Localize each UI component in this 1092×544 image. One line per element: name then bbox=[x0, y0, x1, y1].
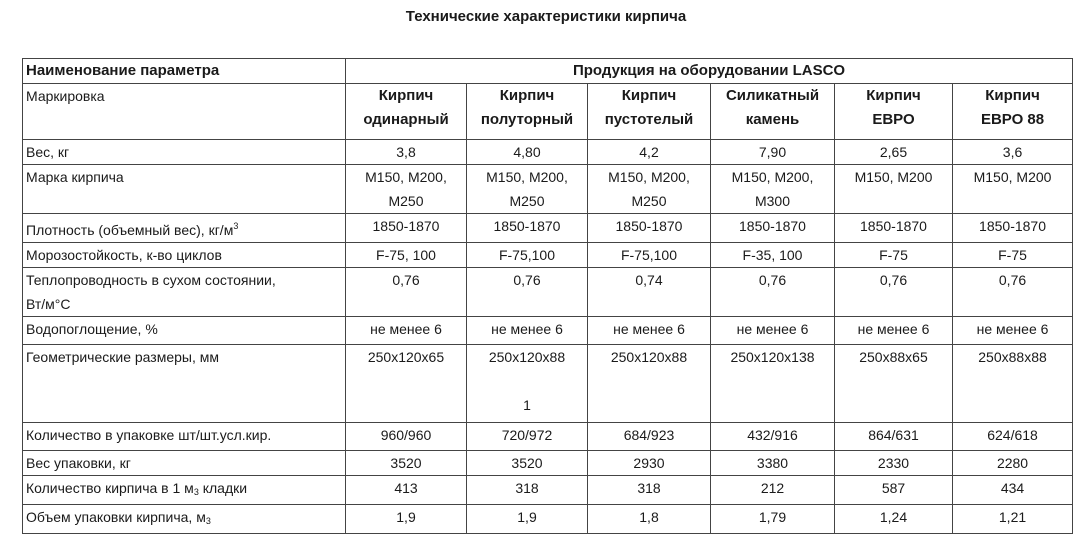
table-cell: 2,65 bbox=[835, 140, 953, 165]
table-cell: 0,74 bbox=[588, 268, 711, 317]
table-cell: 720/972 bbox=[467, 423, 588, 451]
row-label: Теплопроводность в сухом состоянии, Вт/м°С bbox=[23, 268, 346, 317]
specs-table bbox=[22, 58, 1073, 534]
table-cell: не менее 6 bbox=[346, 317, 467, 345]
row-label: Количество в упаковке шт/шт.усл.кир. bbox=[23, 423, 346, 451]
row-label: Геометрические размеры, мм bbox=[23, 345, 346, 423]
table-row bbox=[23, 345, 1073, 423]
table-cell: 960/960 bbox=[346, 423, 467, 451]
table-cell: 2930 bbox=[588, 451, 711, 476]
table-cell: не менее 6 bbox=[588, 317, 711, 345]
table-cell: F-75,100 bbox=[467, 243, 588, 268]
table-cell: 7,90 bbox=[711, 140, 835, 165]
table-cell: 587 bbox=[835, 476, 953, 505]
table-row bbox=[23, 165, 1073, 214]
table-cell: не менее 6 bbox=[835, 317, 953, 345]
table-row bbox=[23, 317, 1073, 345]
table-cell: 434 bbox=[953, 476, 1073, 505]
table-cell: F-75 bbox=[835, 243, 953, 268]
table-cell: 1850-1870 bbox=[467, 214, 588, 243]
table-cell: 0,76 bbox=[346, 268, 467, 317]
table-cell: 1850-1870 bbox=[346, 214, 467, 243]
product-name: Кирпич ЕВРО 88 bbox=[953, 84, 1073, 140]
table-cell: 250x88x65 bbox=[835, 345, 953, 423]
table-cell: F-35, 100 bbox=[711, 243, 835, 268]
table-row bbox=[23, 268, 1073, 317]
table-row bbox=[23, 214, 1073, 243]
marking-row bbox=[23, 84, 1073, 140]
header-row bbox=[23, 59, 1073, 84]
table-cell: 3,6 bbox=[953, 140, 1073, 165]
table-cell: 1850-1870 bbox=[711, 214, 835, 243]
param-column-header: Наименование параметра bbox=[23, 59, 346, 84]
product-name: Силикатный камень bbox=[711, 84, 835, 140]
row-label: Плотность (объемный вес), $кг/м^3$ bbox=[23, 214, 346, 243]
product-column-header: Продукция на оборудовании LASCO bbox=[346, 59, 1073, 84]
table-cell: М150, М200, М250 bbox=[346, 165, 467, 214]
table-cell: 1850-1870 bbox=[588, 214, 711, 243]
row-label: Вес, кг bbox=[23, 140, 346, 165]
table-cell: М150, М200, М300 bbox=[711, 165, 835, 214]
table-cell: не менее 6 bbox=[953, 317, 1073, 345]
table-cell: 1850-1870 bbox=[835, 214, 953, 243]
table-cell: 1,79 bbox=[711, 505, 835, 534]
table-cell: 3520 bbox=[346, 451, 467, 476]
table-row bbox=[23, 505, 1073, 534]
table-cell: 1,8 bbox=[588, 505, 711, 534]
document-title: Технические характеристики кирпича bbox=[405, 8, 687, 25]
table-cell: М150, М200, М250 bbox=[588, 165, 711, 214]
table-cell: 2330 bbox=[835, 451, 953, 476]
row-label: Объем упаковки кирпича, $м_3$ bbox=[23, 505, 346, 534]
table-cell: 2280 bbox=[953, 451, 1073, 476]
table-cell: F-75,100 bbox=[588, 243, 711, 268]
table-cell: 0,76 bbox=[835, 268, 953, 317]
table-cell: 318 bbox=[588, 476, 711, 505]
product-name: Кирпич ЕВРО bbox=[835, 84, 953, 140]
product-name: Кирпич полуторный bbox=[467, 84, 588, 140]
table-cell: М150, М200, М250 bbox=[467, 165, 588, 214]
row-label: Морозостойкость, к-во циклов bbox=[23, 243, 346, 268]
table-cell: 624/618 bbox=[953, 423, 1073, 451]
table-row bbox=[23, 140, 1073, 165]
table-row bbox=[23, 243, 1073, 268]
row-label: Марка кирпича bbox=[23, 165, 346, 214]
table-cell: 250x120x88 bbox=[588, 345, 711, 423]
table-cell: 212 bbox=[711, 476, 835, 505]
table-cell: F-75 bbox=[953, 243, 1073, 268]
table-cell: 4,80 bbox=[467, 140, 588, 165]
table-cell: 0,76 bbox=[711, 268, 835, 317]
table-cell: 1,9 bbox=[467, 505, 588, 534]
table-cell: не менее 6 bbox=[467, 317, 588, 345]
table-cell: 1,9 bbox=[346, 505, 467, 534]
row-label: Количество кирпича в 1 $м_3$ кладки bbox=[23, 476, 346, 505]
table-cell: 413 bbox=[346, 476, 467, 505]
product-name: Кирпич пустотелый bbox=[588, 84, 711, 140]
row-label: Маркировка bbox=[23, 84, 346, 140]
table-cell: 250x88x88 bbox=[953, 345, 1073, 423]
table-cell: 250x120x65 bbox=[346, 345, 467, 423]
table-row bbox=[23, 451, 1073, 476]
table-row bbox=[23, 423, 1073, 451]
product-name: Кирпич одинарный bbox=[346, 84, 467, 140]
table-cell: 318 bbox=[467, 476, 588, 505]
table-cell: 0,76 bbox=[467, 268, 588, 317]
table-cell: 250x120x88 1 bbox=[467, 345, 588, 423]
table-cell: 1850-1870 bbox=[953, 214, 1073, 243]
table-cell: 3,8 bbox=[346, 140, 467, 165]
table-cell: 250x120x138 bbox=[711, 345, 835, 423]
table-cell: 3380 bbox=[711, 451, 835, 476]
table-cell: 684/923 bbox=[588, 423, 711, 451]
row-label: Водопоглощение, % bbox=[23, 317, 346, 345]
table-cell: 3520 bbox=[467, 451, 588, 476]
table-cell: 1,24 bbox=[835, 505, 953, 534]
table-cell: F-75, 100 bbox=[346, 243, 467, 268]
table-cell: М150, М200 bbox=[953, 165, 1073, 214]
row-label: Вес упаковки, кг bbox=[23, 451, 346, 476]
table-cell: М150, М200 bbox=[835, 165, 953, 214]
table-cell: 4,2 bbox=[588, 140, 711, 165]
table-cell: 432/916 bbox=[711, 423, 835, 451]
table-cell: не менее 6 bbox=[711, 317, 835, 345]
table-cell: 864/631 bbox=[835, 423, 953, 451]
table-row bbox=[23, 476, 1073, 505]
table-cell: 1,21 bbox=[953, 505, 1073, 534]
table-cell: 0,76 bbox=[953, 268, 1073, 317]
